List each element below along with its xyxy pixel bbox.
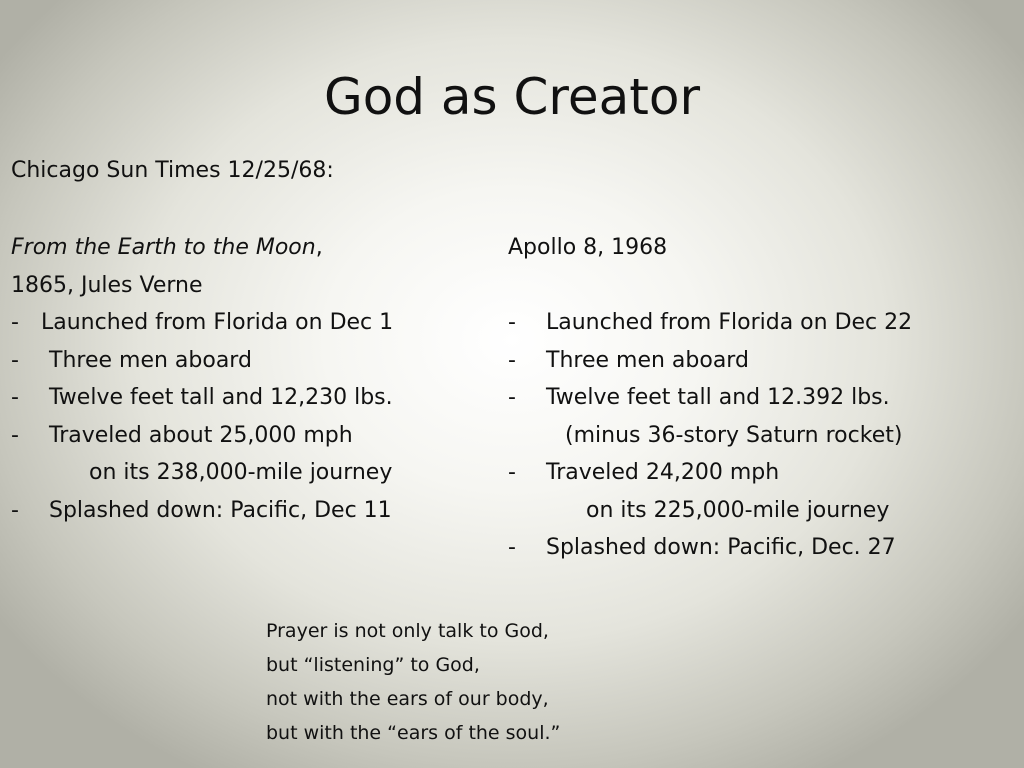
list-item-text: Traveled 24,200 mph [546, 460, 780, 485]
list-item [11, 417, 481, 455]
list-item-text: Three men aboard [546, 347, 749, 373]
list-item [11, 342, 481, 380]
prayer-quote [266, 614, 560, 750]
bullet-dash: - [508, 385, 516, 410]
left-column-jules-verne [11, 229, 481, 529]
list-item-continuation: on its 238,000-mile journey [89, 460, 393, 485]
list-item [508, 379, 1008, 417]
book-title: From the Earth to the Moon [11, 235, 316, 260]
list-item-text: Launched from Florida on Dec 22 [546, 310, 913, 335]
apollo-heading: Apollo 8, 1968 [508, 235, 668, 260]
bullet-dash: - [11, 385, 19, 410]
book-title-suffix: , [315, 235, 323, 260]
list-item-continuation: on its 225,000-mile journey [586, 497, 890, 523]
book-title-line [11, 229, 481, 267]
byline: 1865, Jules Verne [11, 272, 203, 298]
list-item-text: Three men aboard [49, 347, 252, 373]
list-item [11, 304, 481, 342]
list-item [11, 379, 481, 417]
bullet-dash: - [11, 422, 19, 448]
list-item [508, 529, 1008, 567]
bullet-dash: - [508, 347, 516, 373]
list-item [508, 454, 1008, 492]
quote-line: but “listening” to God, [266, 654, 480, 676]
list-item [508, 342, 1008, 380]
bullet-dash: - [508, 460, 516, 485]
quote-line: not with the ears of our body, [266, 688, 549, 710]
bullet-dash: - [11, 310, 19, 335]
bullet-dash: - [508, 535, 516, 560]
bullet-dash: - [508, 310, 516, 335]
spacer-line [508, 267, 1008, 305]
right-column-apollo-8 [508, 229, 1008, 567]
bullet-dash: - [11, 347, 19, 373]
list-item [508, 304, 1008, 342]
list-item-text: Traveled about 25,000 mph [49, 422, 353, 448]
source-citation: Chicago Sun Times 12/25/68: [11, 158, 334, 183]
list-item-text: Splashed down: Pacific, Dec. 27 [546, 535, 896, 560]
list-item-text: Splashed down: Pacific, Dec 11 [49, 497, 392, 523]
list-item-text: Launched from Florida on Dec 1 [41, 310, 394, 335]
quote-line: but with the “ears of the soul.” [266, 722, 561, 744]
quote-line: Prayer is not only talk to God, [266, 620, 549, 642]
list-item-text: Twelve feet tall and 12,230 lbs. [49, 385, 393, 410]
list-item-text: Twelve feet tall and 12.392 lbs. [546, 385, 890, 410]
list-item-note: (minus 36-story Saturn rocket) [565, 422, 903, 448]
list-item [11, 492, 481, 530]
slide-title: God as Creator [323, 68, 701, 126]
bullet-dash: - [11, 497, 19, 523]
